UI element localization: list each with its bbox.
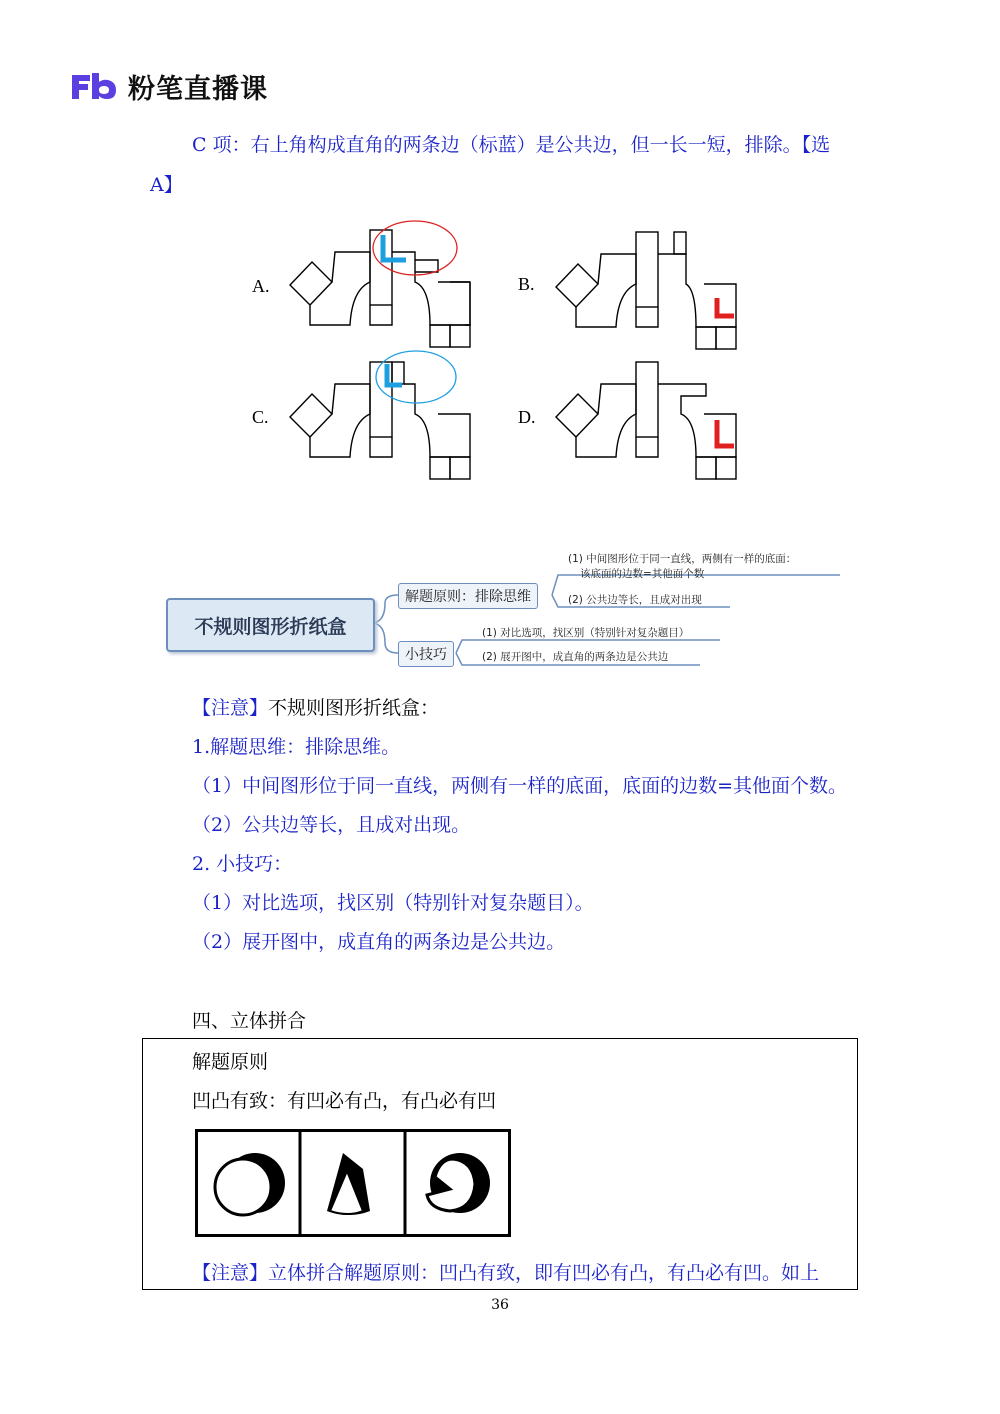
mindmap [160,545,850,675]
note-item-1: 1.解题思维：排除思维。 [192,736,401,758]
note-title [192,693,439,720]
highlight-a-blue [383,235,406,260]
figure-c [290,362,470,479]
option-figures [240,210,760,500]
box-title: 解题原则 [192,1051,269,1073]
label-d: D. [518,407,536,427]
box-principle: 凹凸有致：有凹必有凸，有凸必有凹 [192,1090,497,1112]
box-note-tag: 【注意】 [192,1262,269,1284]
box-note-text: 立体拼合解题原则：凹凸有致，即有凹必有凸，有凸必有凹。如上 [268,1262,820,1284]
mindmap-root: 不规则图形折纸盒 [166,598,375,652]
mindmap-branch-principle: 解题原则：排除思维 [398,583,538,609]
page-number: 36 [491,1297,509,1313]
intro-line-2: A】 [150,174,183,196]
panel-1-shape [215,1153,285,1215]
highlight-b-red [717,298,734,316]
mindmap-leaf-4: (2) 展开图中，成直角的两条边是公共边 [482,651,669,663]
note-item-2: 2. 小技巧： [192,853,293,875]
box-note [192,1258,819,1285]
mindmap-leaf-1b: 该底面的边数=其他面个数 [580,568,705,580]
note-title-rest: 不规则图形折纸盒： [268,697,440,719]
puzzle-figures [195,1129,511,1237]
mindmap-leaf-3: (1) 对比选项，找区别（特别针对复杂题目） [482,627,690,639]
note-item-2-1: （1）对比选项，找区别（特别针对复杂题目）。 [192,892,594,914]
principle-box [142,1038,858,1290]
highlight-c-blue [387,364,402,385]
panel-3-shape [427,1153,490,1213]
figure-d [556,362,736,479]
section-heading: 四、立体拼合 [192,1010,307,1032]
label-a: A. [252,276,270,296]
note-item-1-2: （2）公共边等长，且成对出现。 [192,814,471,836]
mindmap-branch-tips: 小技巧 [398,641,454,667]
mindmap-leaf-1a: (1) 中间图形位于同一直线，两侧有一样的底面： [568,553,797,565]
intro-line-1: C 项：右上角构成直角的两条边（标蓝）是公共边，但一长一短，排除。【选 [192,134,831,156]
figure-b [556,232,736,349]
label-c: C. [252,407,269,427]
figure-a [290,230,470,347]
fb-logo-icon [70,71,118,101]
highlight-d-red [717,420,734,446]
brand-name: 粉笔直播课 [128,73,268,105]
panel-2-shape [327,1153,370,1215]
mindmap-leaf-2: (2) 公共边等长，且成对出现 [568,594,702,606]
label-b: B. [518,274,535,294]
note-item-1-1: （1）中间图形位于同一直线，两侧有一样的底面，底面的边数=其他面个数。 [192,775,848,797]
note-tag: 【注意】 [192,697,269,719]
brand-logo [70,68,268,104]
note-item-2-2: （2）展开图中，成直角的两条边是公共边。 [192,931,566,953]
